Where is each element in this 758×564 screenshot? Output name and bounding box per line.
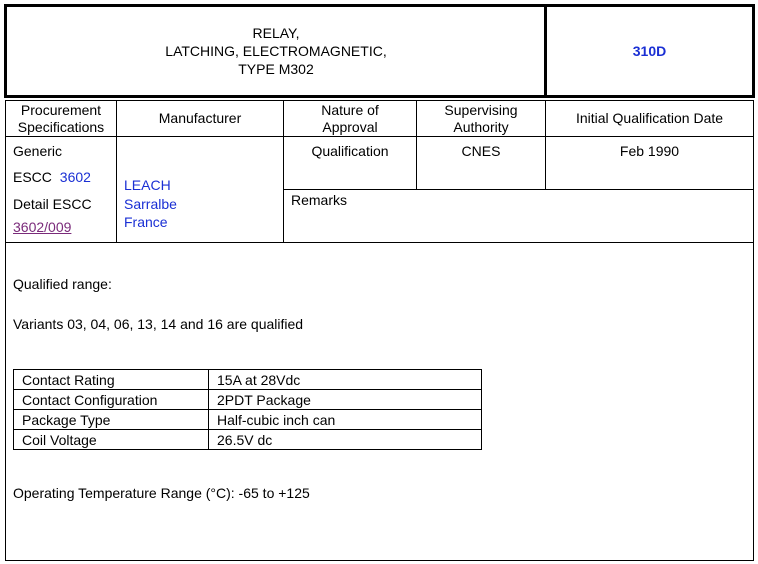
document-title — [6, 6, 546, 96]
col-header-nature: Nature of Approval — [321, 101, 379, 135]
row-divider-remarks — [283, 189, 754, 190]
manufacturer-name: LEACH — [124, 177, 171, 193]
title-line-2: LATCHING, ELECTROMAGNETIC, — [165, 43, 387, 59]
procurement-generic: Generic — [13, 143, 63, 159]
table-row — [14, 370, 482, 390]
spec-value: Half-cubic inch can — [209, 410, 482, 430]
row-divider-1 — [5, 136, 754, 137]
document-code: 310D — [632, 43, 667, 59]
variants-text: Variants 03, 04, 06, 13, 14 and 16 are qualified — [13, 316, 304, 332]
remarks-label: Remarks — [291, 192, 348, 208]
spec-key: Contact Rating — [14, 370, 209, 390]
col-header-initial-date: Initial Qualification Date — [575, 110, 724, 126]
row-divider-2 — [5, 242, 754, 243]
table-row — [14, 390, 482, 410]
col-header-supervising: Supervising Authority — [444, 101, 518, 135]
spec-value: 15A at 28Vdc — [209, 370, 482, 390]
temperature-range: Operating Temperature Range (°C): -65 to +125 — [13, 485, 310, 501]
approval-nature: Qualification — [311, 143, 389, 159]
spec-value: 2PDT Package — [209, 390, 482, 410]
qualified-range-label: Qualified range: — [13, 276, 112, 292]
manufacturer-country: France — [124, 214, 168, 230]
procurement-detail-label: Detail ESCC — [13, 196, 92, 212]
spec-value: 26.5V dc — [209, 430, 482, 450]
manufacturer-city: Sarralbe — [124, 196, 177, 212]
specs-table — [13, 369, 482, 450]
title-line-3: TYPE M302 — [238, 61, 314, 77]
main-border-bottom — [5, 560, 754, 561]
spec-key: Coil Voltage — [14, 430, 209, 450]
detail-escc-link[interactable]: 3602/009 — [13, 219, 72, 235]
spec-key: Package Type — [14, 410, 209, 430]
approval-date: Feb 1990 — [619, 143, 680, 159]
main-border-left — [5, 100, 6, 561]
approval-authority: CNES — [461, 143, 501, 159]
title-line-1: RELAY, — [252, 25, 300, 41]
procurement-escc — [13, 169, 91, 185]
col-header-manufacturer: Manufacturer — [158, 110, 242, 126]
spec-key: Contact Configuration — [14, 390, 209, 410]
table-row — [14, 410, 482, 430]
escc-label: ESCC — [13, 169, 52, 185]
col-header-procurement: Procurement Specifications — [17, 101, 105, 135]
main-border-right — [753, 100, 754, 561]
table-row — [14, 430, 482, 450]
escc-number: 3602 — [59, 169, 91, 185]
